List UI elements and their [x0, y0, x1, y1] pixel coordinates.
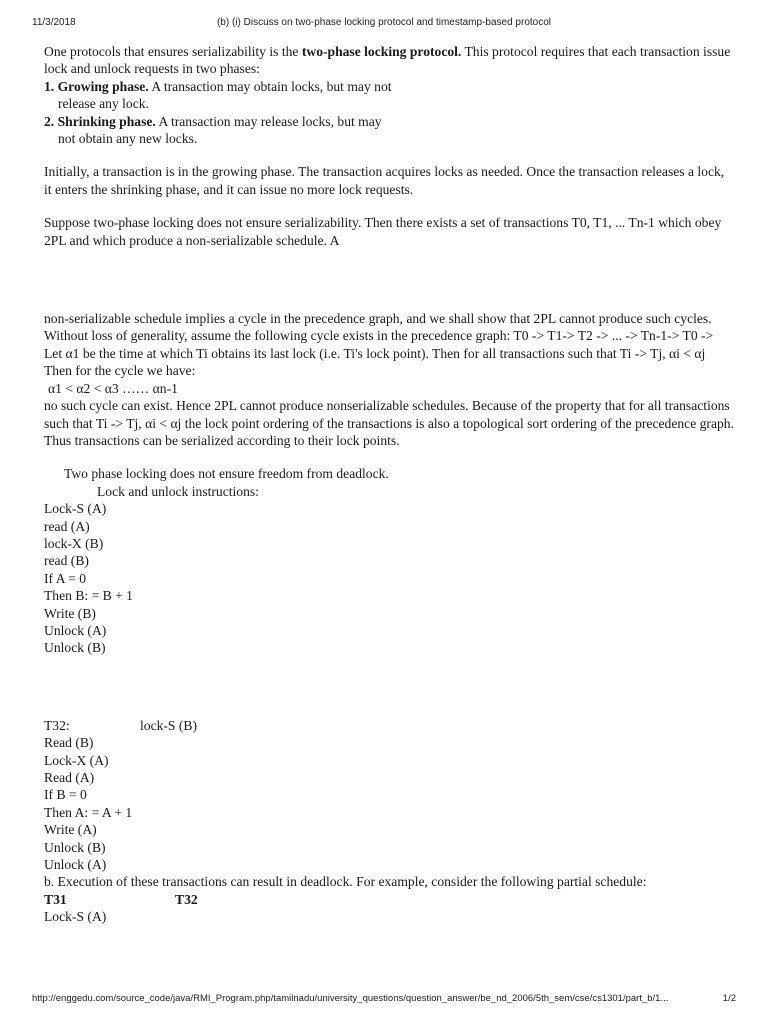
instruction-line: lock-X (B): [44, 535, 104, 551]
phase-shrinking: [44, 113, 734, 130]
paragraph-nonserializable: non-serializable schedule implies a cycle in the precedence graph, and we shall show that 2PL cannot produce such cycles. Without loss of generality, assume the following cycle exists in the precedence graph: T0 -> T1-> T2 -> ... -> Tn-1-> T0 -> Let α1 be the time at which Ti obtains its last lock (i.e. Ti's lock point). Then for all transactions such that Ti -> Tj, αi < αj: [44, 311, 714, 361]
instruction-line: Then A: = A + 1: [44, 804, 133, 820]
instruction-line: Unlock (A): [44, 857, 107, 873]
instruction-line: If B = 0: [44, 787, 87, 803]
instruction-line: Write (B): [44, 605, 96, 621]
instruction-line: read (B): [44, 553, 89, 569]
header-title: (b) (i) Discuss on two-phase locking protocol and timestamp-based protocol: [216, 17, 552, 28]
document-body: [44, 43, 734, 926]
paragraph-initially: Initially, a transaction is in the growing phase. The transaction acquires locks as needed. Once the transaction releases a lock, it enters the shrinking phase, and it can issue no more lock requests.: [44, 164, 725, 197]
schedule-col-t32: T32: [175, 891, 198, 907]
intro-rest: This protocol requires that each transaction issue lock and unlock requests in two phases:: [44, 44, 731, 77]
phase-growing-term: 1. Growing phase.: [44, 78, 149, 94]
header-date: 11/3/2018: [32, 17, 76, 28]
instruction-line: Write (A): [44, 822, 97, 838]
phase-shrinking-cont: not obtain any new locks.: [58, 131, 198, 147]
instruction-line: Lock-X (A): [44, 752, 109, 768]
t32-instruction-list: [44, 734, 734, 873]
paragraph-suppose: Suppose two-phase locking does not ensure serializability. Then there exists a set of transactions T0, T1, ... Tn-1 which obey 2PL and which produce a non-serializable schedule. A: [44, 215, 722, 248]
intro-bold-term: two-phase locking protocol.: [301, 44, 462, 59]
schedule-row: Lock-S (A): [44, 909, 107, 925]
cycle-intro: Then for the cycle we have:: [44, 363, 196, 379]
phase-shrinking-text: A transaction may release locks, but may: [155, 113, 382, 129]
instruction-line: Then B: = B + 1: [44, 588, 133, 604]
instruction-line: read (A): [44, 518, 90, 534]
paragraph-no-cycle: no such cycle can exist. Hence 2PL cannot produce nonserializable schedules. Because of the property that for all transactions such that Ti -> Tj, αi < αj the lock point ordering of the transactions is also a topological sort ordering of the precedence graph. Thus transactions can be serialized according to their lock points.: [44, 398, 734, 448]
phase-growing: [44, 78, 734, 95]
t31-instruction-list: [44, 500, 734, 657]
instruction-line: Read (A): [44, 770, 95, 785]
instruction-line: If A = 0: [44, 570, 87, 586]
paragraph-execution: b. Execution of these transactions can result in deadlock. For example, consider the following partial schedule:: [44, 874, 647, 890]
instruction-line: Unlock (A): [44, 622, 107, 638]
schedule-header: [44, 891, 734, 908]
intro-lead: One protocols that ensures serializability is the: [44, 44, 302, 59]
deadlock-statement: Two phase locking does not ensure freedom from deadlock.: [64, 466, 389, 482]
schedule-col-t31: T31: [44, 891, 67, 907]
instruction-line: Unlock (B): [44, 640, 106, 656]
t32-header-line: [44, 717, 734, 734]
instruction-line: Unlock (B): [44, 839, 106, 855]
intro-paragraph: [44, 43, 734, 78]
phase-growing-cont: release any lock.: [58, 96, 149, 112]
lock-instructions-label: Lock and unlock instructions:: [97, 483, 259, 499]
footer-url: http://enggedu.com/source_code/java/RMI_Program.php/tamilnadu/university_questions/question_answer/be_nd_2006/5th_sem/cse/cs1301/part_b/1...: [32, 993, 669, 1004]
t32-first-instruction: lock-S (B): [140, 717, 198, 733]
phase-shrinking-term: 2. Shrinking phase.: [44, 113, 156, 129]
cycle-expression: α1 < α2 < α3 …… αn-1: [48, 380, 178, 396]
footer-page-number: 1/2: [722, 993, 736, 1004]
phase-growing-text: A transaction may obtain locks, but may not: [148, 78, 392, 94]
t32-label: T32:: [44, 717, 70, 733]
instruction-line: Lock-S (A): [44, 501, 107, 517]
instruction-line: Read (B): [44, 735, 94, 751]
